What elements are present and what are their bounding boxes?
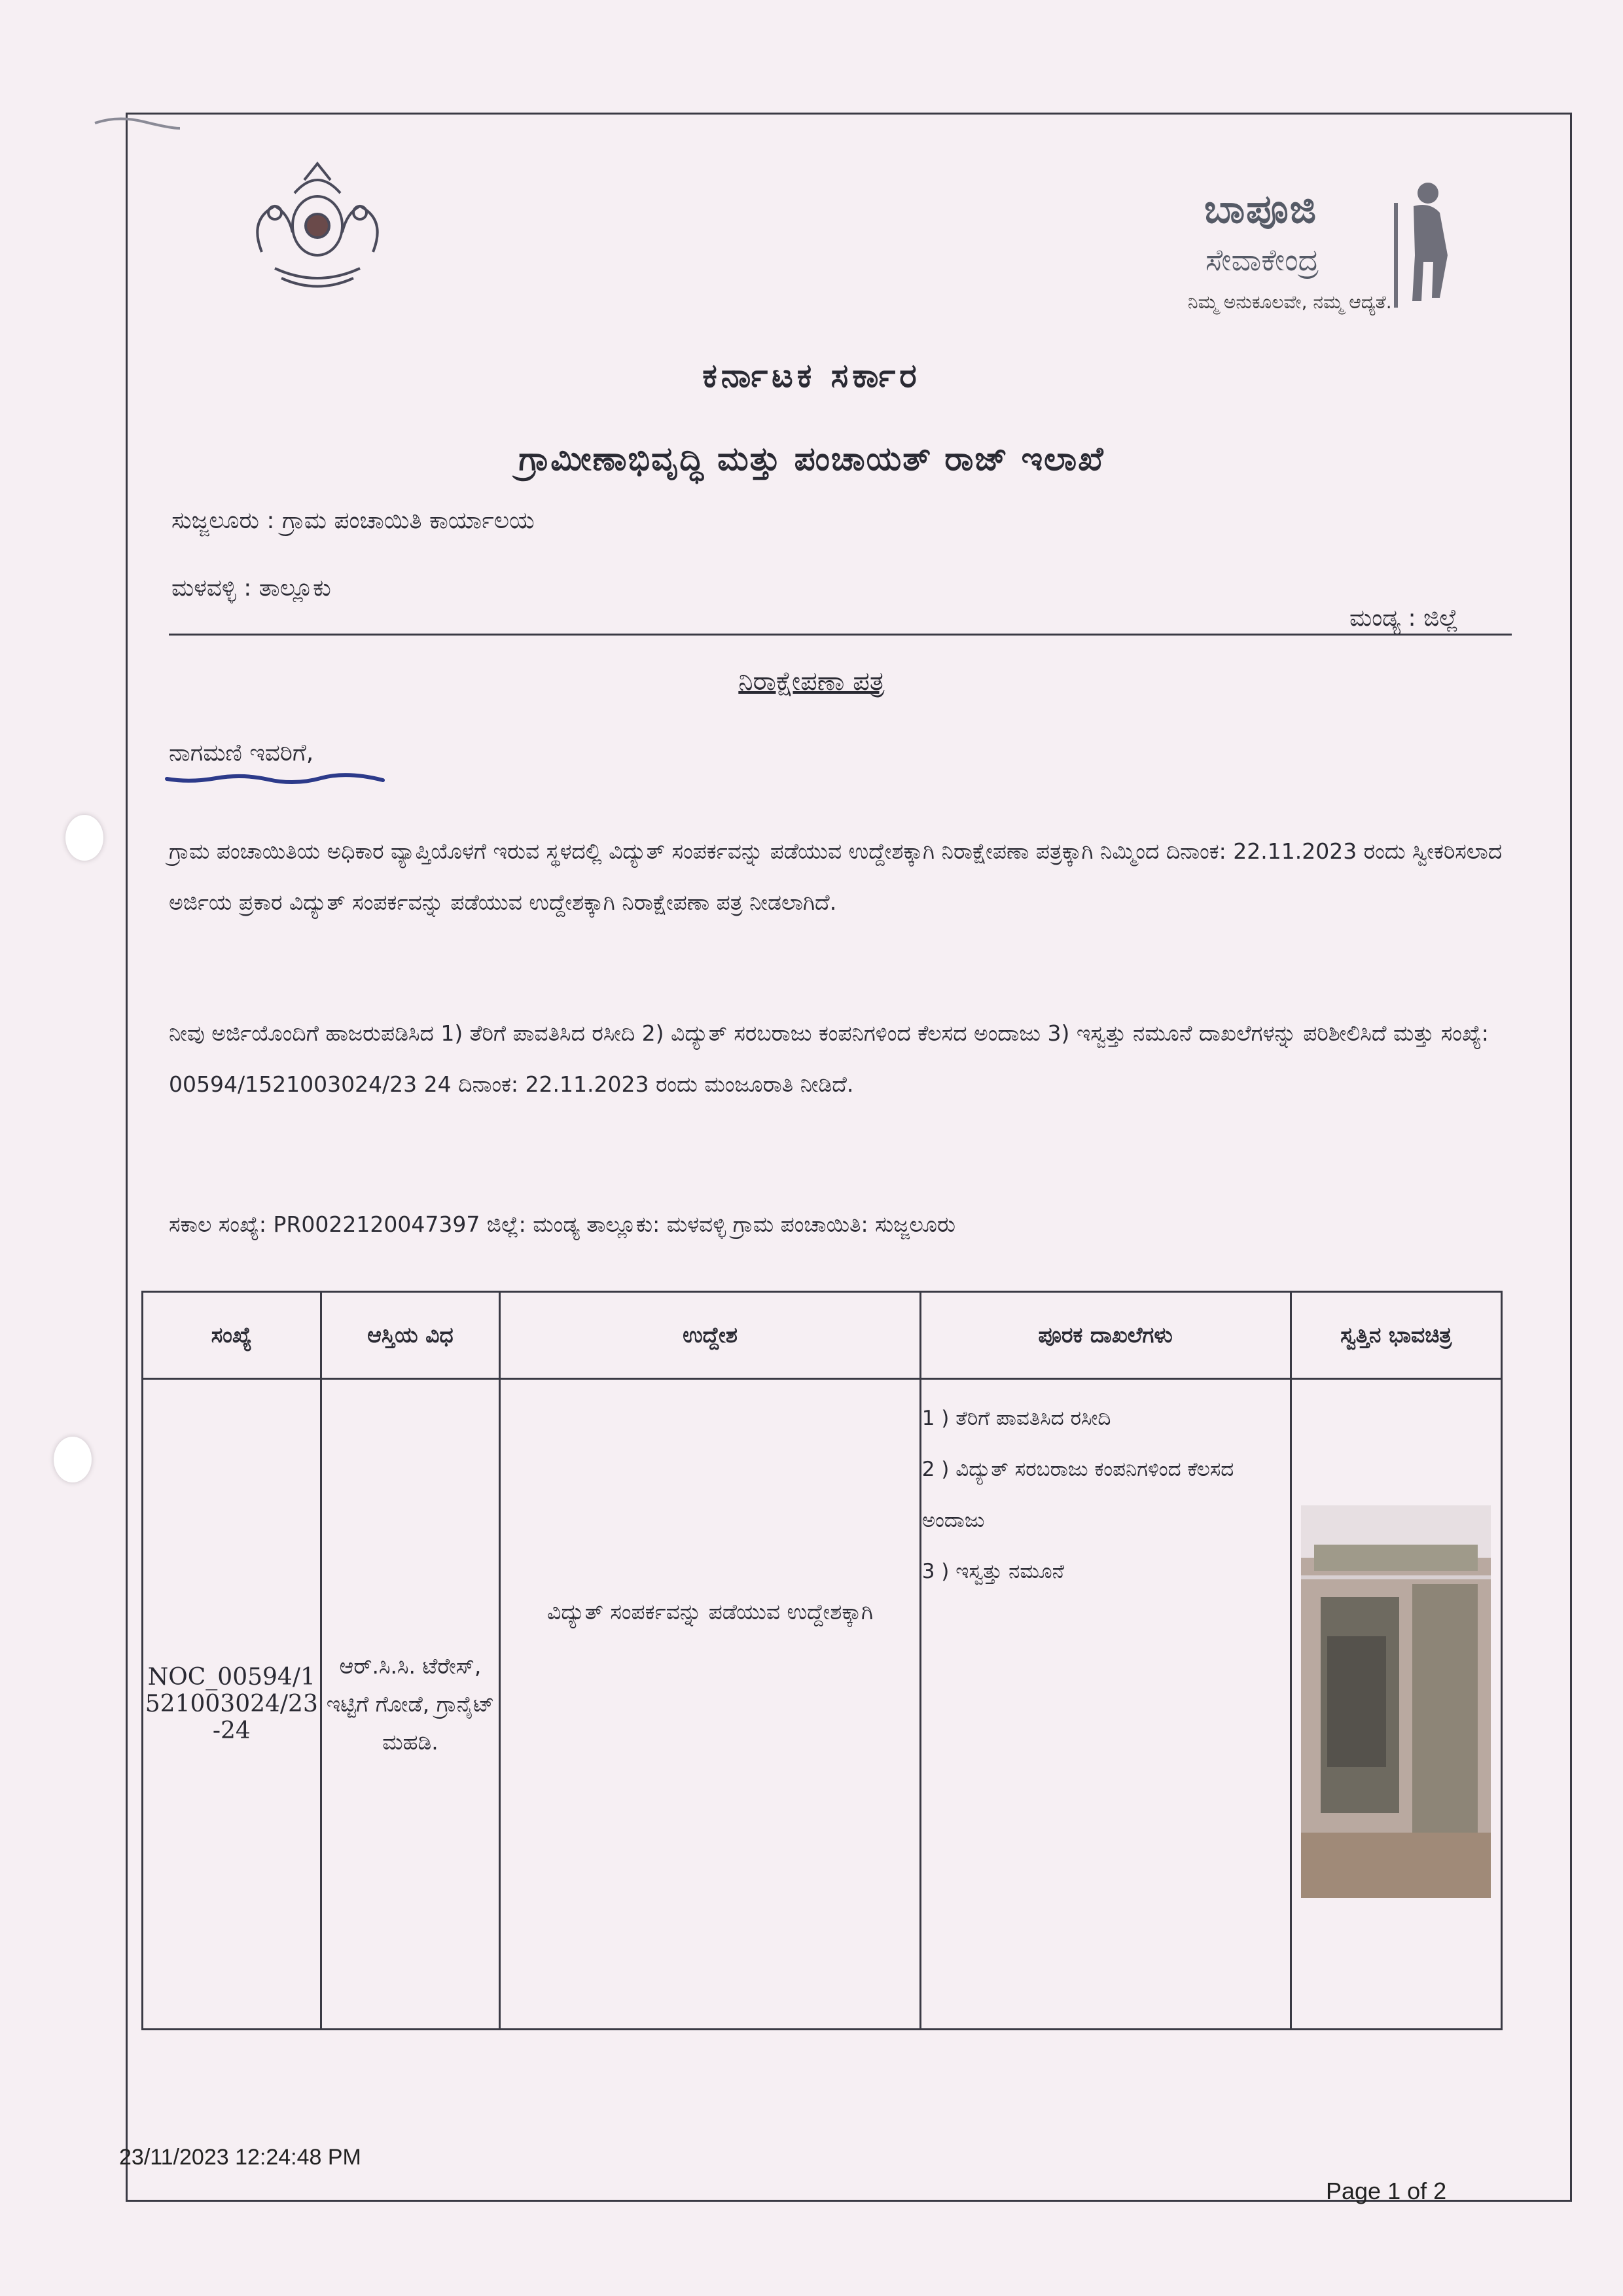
page-number: Page 1 of 2 bbox=[1326, 2178, 1447, 2204]
taluk-line: ಮಳವಳ್ಳಿ : ತಾಲ್ಲೂಕು bbox=[171, 575, 331, 601]
office-line: ಸುಜ್ಜಲೂರು : ಗ್ರಾಮ ಪಂಚಾಯಿತಿ ಕಾರ್ಯಾಲಯ bbox=[171, 507, 535, 534]
bapuji-logo-subtitle: ಸೇವಾಕೇಂದ್ರ bbox=[1205, 242, 1319, 278]
header-property-photo: ಸ್ವತ್ತಿನ ಭಾವಚಿತ್ರ bbox=[1291, 1292, 1501, 1379]
punch-hole-bottom bbox=[54, 1437, 92, 1482]
pen-underline-mark bbox=[164, 772, 386, 785]
cell-purpose: ವಿದ್ಯುತ್ ಸಂಪರ್ಕವನ್ನು ಪಡೆಯುವ ಉದ್ದೇಶಕ್ಕಾಗಿ bbox=[500, 1379, 920, 2030]
document-item: 1 ) ತೆರಿಗೆ ಪಾವತಿಸಿದ ರಸೀದಿ bbox=[921, 1407, 1111, 1430]
district-line: ಮಂಡ್ಯ : ಜಿಲ್ಲೆ bbox=[1349, 605, 1459, 632]
print-timestamp: 23/11/2023 12:24:48 PM bbox=[119, 2145, 361, 2170]
header-divider bbox=[169, 634, 1512, 636]
noc-details-table bbox=[141, 1291, 1503, 2030]
document-item: 2 ) ವಿದ್ಯುತ್ ಸರಬರಾಜು ಕಂಪನಿಗಳಿಂದ ಕೆಲಸದ ಅಂದಾಜು bbox=[921, 1458, 1234, 1532]
department-title: ಗ್ರಾಮೀಣಾಭಿವೃದ್ಧಿ ಮತ್ತು ಪಂಚಾಯತ್ ರಾಜ್ ಇಲಾಖೆ bbox=[518, 440, 1105, 478]
body-paragraph-2: ನೀವು ಅರ್ಜಿಯೊಂದಿಗೆ ಹಾಜರುಪಡಿಸಿದ 1) ತೆರಿಗೆ ಪಾವತಿಸಿದ ರಸೀದಿ 2) ವಿದ್ಯುತ್ ಸರಬರಾಜು ಕಂಪನಿಗಳಿಂದ ಕೆಲಸದ ಅಂದಾಜು 3) ಇಸ್ವತ್ತು ನಮೂನೆ ದಾಖಲೆಗಳನ್ನು ಪರಿಶೀಲಿಸಿದೆ ಮತ್ತು ಸಂಖ್ಯೆ: 00594/1521003024/23 24 ದಿನಾಂಕ: 22.11.2023 ರಂದು ಮಂಜೂರಾತಿ ನೀಡಿದೆ. bbox=[169, 1020, 1489, 1097]
staple-mark bbox=[92, 110, 183, 136]
document-item: 3 ) ಇಸ್ವತ್ತು ನಮೂನೆ bbox=[921, 1560, 1065, 1583]
table-row bbox=[143, 1379, 1502, 2030]
gandhi-silhouette-icon bbox=[1374, 177, 1472, 308]
property-photo-image bbox=[1301, 1505, 1491, 1898]
body-paragraph-1: ಗ್ರಾಮ ಪಂಚಾಯಿತಿಯ ಅಧಿಕಾರ ವ್ಯಾಪ್ತಿಯೊಳಗೆ ಇರುವ ಸ್ಥಳದಲ್ಲಿ ವಿದ್ಯುತ್ ಸಂಪರ್ಕವನ್ನು ಪಡೆಯುವ ಉದ್ದೇಶಕ್ಕಾಗಿ ನಿರಾಕ್ಷೇಪಣಾ ಪತ್ರಕ್ಕಾಗಿ ನಿಮ್ಮಿಂದ ದಿನಾಂಕ: 22.11.2023 ರಂದು ಸ್ವೀಕರಿಸಲಾದ ಅರ್ಜಿಯ ಪ್ರಕಾರ ವಿದ್ಯುತ್ ಸಂಪರ್ಕವನ್ನು ಪಡೆಯುವ ಉದ್ದೇಶಕ್ಕಾಗಿ ನಿರಾಕ್ಷೇಪಣಾ ಪತ್ರ ನೀಡಲಾಗಿದೆ. bbox=[169, 838, 1503, 915]
salutation: ನಾಗಮಣಿ ಇವರಿಗೆ, bbox=[169, 740, 314, 766]
header-purpose: ಉದ್ದೇಶ bbox=[500, 1292, 920, 1379]
cell-noc-number: NOC_00594/1521003024/23-24 bbox=[143, 1379, 321, 2030]
cell-property-type: ಆರ್.ಸಿ.ಸಿ. ಟೆರೇಸ್, ಇಟ್ಟಿಗೆ ಗೋಡೆ, ಗ್ರಾನೈಟ್ ಮಹಡಿ. bbox=[321, 1379, 500, 2030]
header-property-type: ಆಸ್ತಿಯ ವಿಧ bbox=[321, 1292, 500, 1379]
header-number: ಸಂಖ್ಯೆ bbox=[143, 1292, 321, 1379]
header-supporting-documents: ಪೂರಕ ದಾಖಲೆಗಳು bbox=[920, 1292, 1291, 1379]
bapuji-logo-name: ಬಾಪೂಜಿ bbox=[1204, 187, 1318, 232]
table-header-row bbox=[143, 1292, 1502, 1379]
punch-hole-top bbox=[65, 815, 103, 861]
document-heading: ನಿರಾಕ್ಷೇಪಣಾ ಪತ್ರ bbox=[738, 666, 885, 696]
government-title: ಕರ್ನಾಟಕ ಸರ್ಕಾರ bbox=[702, 357, 921, 395]
sakala-reference-line: ಸಕಾಲ ಸಂಖ್ಯೆ: PR0022120047397 ಜಿಲ್ಲೆ: ಮಂಡ್ಯ ತಾಲ್ಲೂಕು: ಮಳವಳ್ಳಿ ಗ್ರಾಮ ಪಂಚಾಯಿತಿ: ಸುಜ್ಜಲೂರು bbox=[169, 1211, 955, 1237]
karnataka-emblem-icon bbox=[236, 154, 399, 291]
cell-supporting-documents bbox=[920, 1379, 1291, 2030]
bapuji-logo-tagline: ನಿಮ್ಮ ಅನುಕೂಲವೇ, ನಮ್ಮ ಆದ್ಯತೆ. bbox=[1188, 291, 1392, 313]
cell-property-photo bbox=[1291, 1379, 1501, 2030]
